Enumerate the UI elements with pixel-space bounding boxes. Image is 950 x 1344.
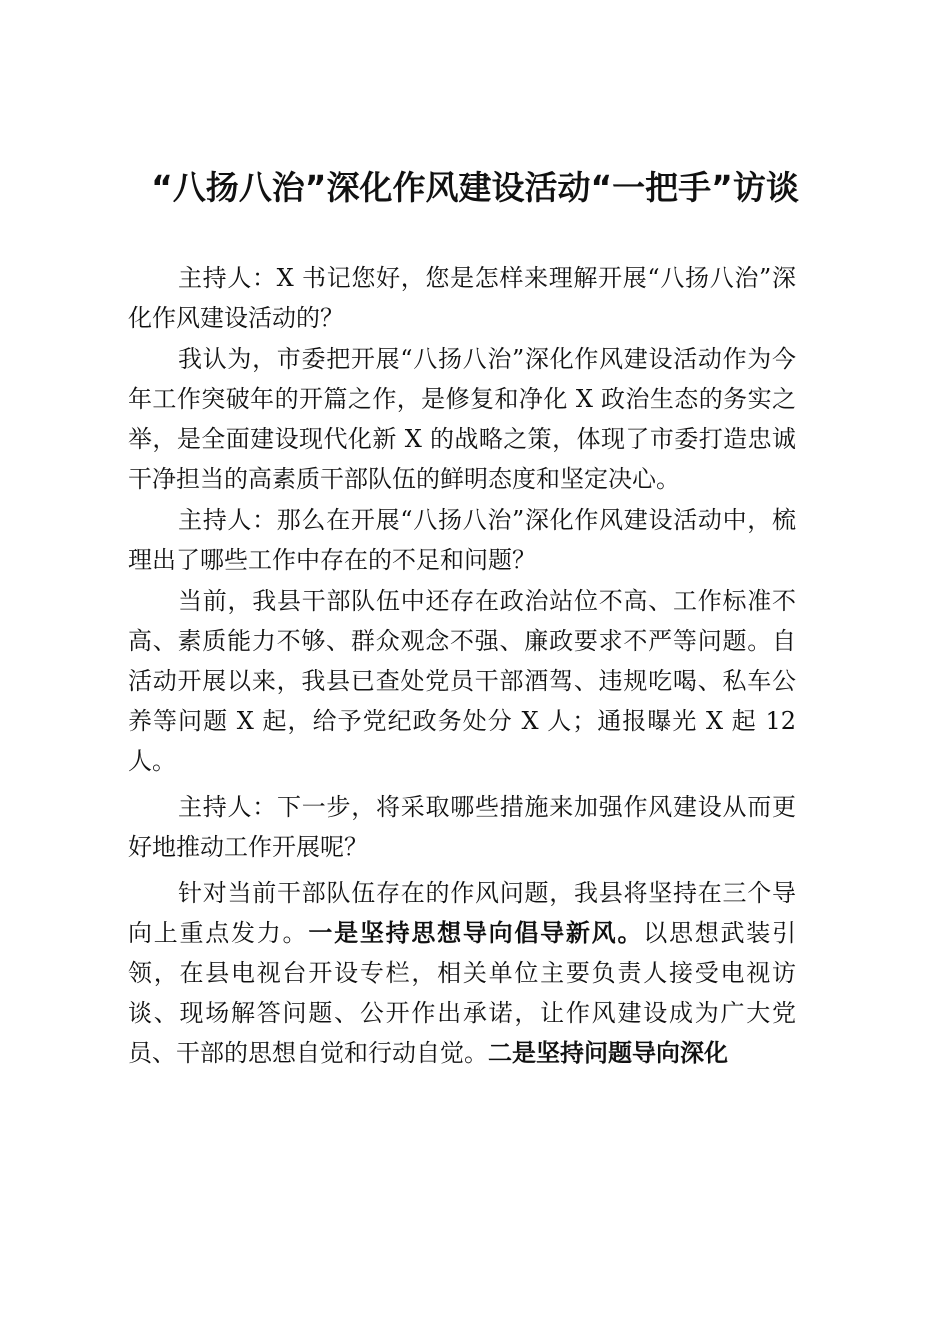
answer-3-intro: 针对当前干部队伍存在的作风问题，我县将坚持在三个导向上重点发力。	[128, 879, 796, 947]
paragraph-host-question-1: 主持人：X 书记您好，您是怎样来理解开展“八扬八治”深化作风建设活动的？	[128, 264, 796, 332]
paragraph-host-question-3: 主持人：下一步，将采取哪些措施来加强作风建设从而更好地推动工作开展呢？	[128, 793, 796, 861]
paragraph-answer-1: 我认为，市委把开展“八扬八治”深化作风建设活动作为今年工作突破年的开篇之作，是修复和净化 X 政治生态的务实之举，是全面建设现代化新 X 的战略之策，体现了市委打造忠诚干净担当的高素质干部队伍的鲜明态度和坚定决心。	[128, 345, 796, 493]
answer-3-point-2-heading: 二是坚持问题导向深化	[488, 1039, 728, 1067]
paragraph-answer-3	[128, 873, 796, 1073]
paragraph-answer-2: 当前，我县干部队伍中还存在政治站位不高、工作标准不高、素质能力不够、群众观念不强、廉政要求不严等问题。自活动开展以来，我县已查处党员干部酒驾、违规吃喝、私车公养等问题 X 起，给予党纪政务处分 X 人；通报曝光 X 起 12 人。	[128, 587, 796, 775]
answer-3-point-1-text: 以思想武装引领，在县电视台开设专栏，相关单位主要负责人接受电视访谈、现场解答问题、公开作出承诺，让作风建设成为广大党员、干部的思想自觉和行动自觉。	[128, 919, 797, 1067]
answer-3-point-1-heading: 一是坚持思想导向倡导新风。	[308, 919, 644, 947]
document-body	[128, 258, 796, 1074]
paragraph-host-question-2: 主持人：那么在开展“八扬八治”深化作风建设活动中，梳理出了哪些工作中存在的不足和问题？	[128, 506, 796, 574]
document-title: “八扬八治”深化作风建设活动“一把手”访谈	[151, 168, 799, 207]
